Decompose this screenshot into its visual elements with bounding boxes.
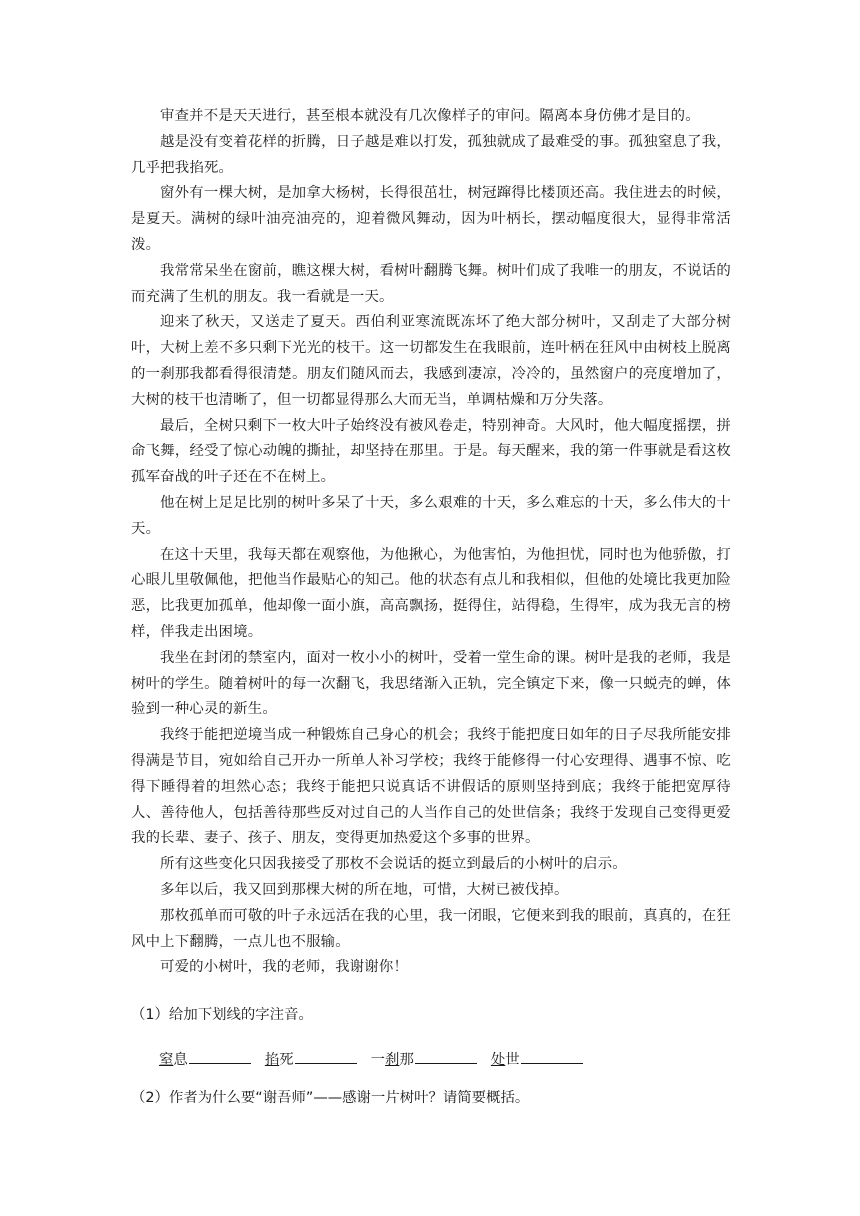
underlined-char: 掐	[264, 1052, 280, 1069]
blank-item-1	[159, 1048, 251, 1072]
word-suffix: 息	[173, 1052, 188, 1069]
paragraph: 最后，全树只剩下一枚大叶子始终没有被风卷走，特别神奇。大风时，他大幅度摇摆，拼命飞舞，经受了惊心动魄的撕扯，却坚持在那里。于是。每天醒来，我的第一件事就是看这枚孤军奋战的叶子还在不在树上。	[131, 417, 731, 486]
question-2: （2）作者为什么要“谢吾师”——感谢一片树叶？请简要概括。	[131, 1090, 530, 1107]
paragraph: 迎来了秋天，又送走了夏天。西伯利亚寒流既冻坏了绝大部分树叶，又刮走了大部分树叶，大树上差不多只剩下光光的枝干。这一切都发生在我眼前，连叶柄在狂风中由树枝上脱离的一刹那我都看得很清楚。朋友们随风而去，我感到凄凉，冷冷的，虽然窗户的亮度增加了，大树的枝干也清晰了，但一切都显得那么大而无当，单调枯燥和万分失落。	[131, 314, 731, 408]
word-suffix: 死	[279, 1052, 294, 1069]
paragraph: 所有这些变化只因我接受了那枚不会说话的挺立到最后的小树叶的启示。	[160, 856, 627, 873]
paragraph: 我坐在封闭的禁室内，面对一枚小小的树叶，受着一堂生命的课。树叶是我的老师，我是树叶的学生。随着树叶的每一次翻飞，我思绪渐入正轨，完全镇定下来，像一只蜕壳的蝉，体验到一种心灵的新生。	[131, 649, 731, 718]
answer-blank[interactable]	[415, 1049, 477, 1064]
underlined-char: 窒	[159, 1052, 174, 1069]
blank-item-2	[265, 1048, 357, 1072]
paragraph: 窗外有一棵大树，是加拿大杨树，长得很茁壮，树冠蹿得比楼顶还高。我住进去的时候，是夏天。满树的绿叶油亮油亮的，迎着微风舞动，因为叶柄长，摆动幅度很大，显得非常活泼。	[131, 185, 731, 253]
underlined-char: 处	[490, 1052, 506, 1069]
paragraph: 越是没有变着花样的折腾，日子越是难以打发，孤独就成了最难受的事。孤独窒息了我，几乎把我掐死。	[131, 133, 731, 176]
answer-blank[interactable]	[295, 1049, 357, 1064]
word-prefix: 一	[370, 1052, 386, 1069]
paragraph: 我常常呆坐在窗前，瞧这棵大树，看树叶翻腾飞舞。树叶们成了我唯一的朋友，不说话的而充满了生机的朋友。我一看就是一天。	[131, 262, 731, 305]
word-suffix: 那	[399, 1052, 414, 1069]
paragraph: 可爱的小树叶，我的老师，我谢谢你！	[160, 959, 409, 976]
paragraph: 多年以后，我又回到那棵大树的所在地，可惜，大树已被伐掉。	[160, 881, 569, 898]
paragraph: 我终于能把逆境当成一种锻炼自己身心的机会；我终于能把度日如年的日子尽我所能安排得满是节目，宛如给自己开办一所单人补习学校；我终于能修得一付心安理得、遇事不惊、吃得下睡得着的坦然心态；我终于能把只说真话不讲假话的原则坚持到底；我终于能把宽厚待人、善待他人，包括善待那些反对过自己的人当作自己的处世信条；我终于发现自己变得更爱我的长辈、妻子、孩子、朋友，变得更加热爱这个多事的世界。	[131, 727, 731, 847]
pinyin-blanks	[159, 1048, 731, 1072]
paragraph: 他在树上足足比别的树叶多呆了十天，多么艰难的十天，多么难忘的十天，多么伟大的十天。	[131, 494, 731, 537]
blank-item-4	[491, 1048, 583, 1072]
paragraph: 那枚孤单而可敬的叶子永远活在我的心里，我一闭眼，它便来到我的眼前，真真的，在狂风中上下翻腾，一点儿也不服输。	[131, 907, 731, 950]
underlined-char: 刹	[385, 1052, 400, 1069]
answer-blank[interactable]	[521, 1049, 583, 1064]
blank-item-3	[371, 1048, 477, 1072]
answer-blank[interactable]	[189, 1049, 251, 1064]
paragraph: 在这十天里，我每天都在观察他，为他揪心，为他害怕，为他担忧，同时也为他骄傲，打心眼儿里敬佩他，把他当作最贴心的知己。他的状态有点儿和我相似，但他的处境比我更加险恶，比我更加孤单，他却像一面小旗，高高飘扬，挺得住，站得稳，生得牢，成为我无言的榜样，伴我走出困境。	[131, 546, 731, 640]
word-suffix: 世	[505, 1052, 520, 1069]
question-1: （1）给加下划线的字注音。	[131, 1007, 313, 1024]
article-body	[131, 104, 731, 1110]
paragraph: 审查并不是天天进行，甚至根本就没有几次像样子的审问。隔离本身仿佛才是目的。	[160, 108, 700, 124]
